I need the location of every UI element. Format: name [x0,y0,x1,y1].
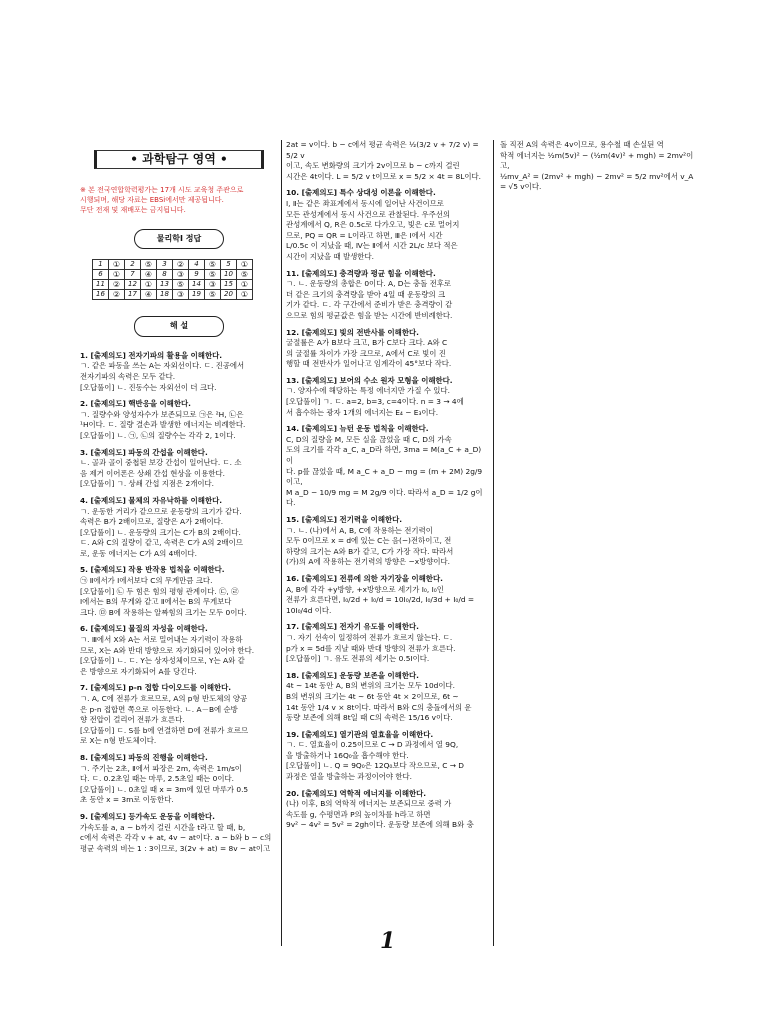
explanation-item [286,671,484,724]
item-line: ㄱ. Ⅲ에서 X와 A는 서로 밀어내는 자기력이 작용하 [80,635,243,645]
item-title: 1. [출제의도] 전자기파의 활용을 이해한다. [80,350,223,360]
item-body [286,740,484,782]
item-line: p가 x = 5d를 지날 때와 반대 방향의 전류가 흐른다. [286,643,456,653]
item-line: 가속도를 a, a − b까지 걸린 시간을 t라고 할 때, b, [80,822,246,832]
answer-choice: ① [141,280,157,290]
notice-line: 무단 전재 및 재배포는 금지됩니다. [80,205,186,214]
answer-row [93,260,253,270]
answer-choice: ⑤ [205,270,221,280]
item-body [286,526,484,568]
answer-choice: ① [237,260,253,270]
question-number: 16 [93,290,109,300]
item-line: 전자기파의 속력은 모두 같다. [80,371,176,381]
question-number: 14 [189,280,205,290]
item-line: ㄱ. ㄴ. (나)에서 A, B, C에 작용하는 전기력이 [286,525,433,535]
item-line: 크다. ㉤ B에 작용하는 알짜힘의 크기는 모두 0이다. [80,607,247,617]
item-title: 11. [출제의도] 충격량과 평균 힘을 이해한다. [286,268,436,278]
item-body [286,681,484,723]
item-line: ㄱ. ㄴ. 운동량의 총합은 0이다. A, D는 충돌 전후로 [286,279,452,289]
column-3 [500,140,700,199]
item-line: ㄱ. A, C에 전류가 흐르므로, A의 p형 반도체의 양공 [80,694,248,703]
item-line: L/0.5c 이 지났을 때, Ⅳ는 Ⅱ에서 시간 2L/c 보다 적은 [286,241,458,251]
answer-choice: ④ [141,290,157,300]
item-body [80,361,278,393]
item-line: ㄱ. 같은 파동을 쓰는 A는 자외선이다. ㄷ. 진공에서 [80,361,245,371]
explanation-item [286,188,484,262]
question-number: 10 [221,270,237,280]
item-title: 17. [출제의도] 전자기 유도를 이해한다. [286,622,419,632]
item-line: ½mv_A² = (2mv² + mgh) − 2mv² = 5/2 mv²에서 v_A = √5 v이다. [500,171,694,192]
item-line: [오답풀이] ㄱ. 유도 전류의 세기는 0.5I이다. [286,654,430,664]
explanation-item [80,812,278,854]
answer-row [93,270,253,280]
explanation-list-2 [286,140,484,831]
item-body [286,386,484,418]
item-line: 로, 운동 에너지는 C가 A의 4배이다. [80,548,198,558]
explanation-item [286,328,484,370]
item-body [286,799,484,831]
answer-choice: ⑤ [205,260,221,270]
item-title: 12. [출제의도] 빛의 전반사를 이해한다. [286,327,419,337]
item-line: 이고, 속도 변화량의 크기가 2v이므로 b − c까지 걸린 [286,161,460,171]
item-line: [오답풀이] ㄴ. ㉠, ㉡의 질량수는 각각 2, 1이다. [80,430,236,440]
explanation-item [80,448,278,490]
question-number: 3 [157,260,173,270]
item-line: 모두 0이므로 x = d에 있는 C는 음(−)전하이고, 전 [286,536,452,546]
item-title: 6. [출제의도] 물질의 자성을 이해한다. [80,624,208,634]
explanation-item [80,565,278,618]
item-line: [오답풀이] ㄷ. S를 b에 연결하면 D에 전류가 흐르므 [80,725,249,735]
item-line: [오답풀이] ㄴ. 0초일 때 x = 3m에 있던 마루가 0.5 [80,784,249,794]
item-line: [오답풀이] ㉡ 두 힘은 힘의 평형 관계이다. ㉢, ㉣ [80,586,239,596]
question-number: 19 [189,290,205,300]
item-line: 다. p를 끊었을 때, M a_C + a_D − mg = (m + 2M) 2g/9 이고, [286,466,483,487]
question-number: 7 [125,270,141,280]
item-line: [오답풀이] ㄴ. 운동량의 크기는 C가 B의 2배이다. [80,527,241,537]
item-line: 속도를 g, 수평면과 P의 높이차를 h라고 하면 [286,809,431,819]
item-body [80,576,278,618]
explanation-item [286,376,484,418]
item-line: ¹H이다. ㄷ. 질량 결손과 발생한 에너지는 비례한다. [80,420,246,430]
item-line: 동량 보존에 의해 8t일 때 C의 속력은 15/16 v이다. [286,713,453,723]
item-title: 13. [출제의도] 보어의 수소 원자 모형을 이해한다. [286,375,453,385]
item-line: 다. ㄷ. 0.2초일 때는 마루, 2.5초일 때는 0이다. [80,774,235,784]
item-line: [오답풀이] ㄴ. 진동수는 자외선이 더 크다. [80,382,217,392]
item-title: 2. [출제의도] 핵반응을 이해한다. [80,399,191,409]
explanation-item [286,140,484,182]
item-line: 도의 크기를 각각 a_C, a_D라 하면, 3ma = M(a_C + a_D)이 [286,445,482,466]
item-line: ㄱ. 자기 선속이 일정하여 전류가 흐르지 않는다. ㄷ. [286,632,453,642]
explanation-item [286,424,484,509]
item-title: 3. [출제의도] 파동의 간섭을 이해한다. [80,447,208,457]
item-line: A, B에 각각 +y방향, +x방향으로 세기가 I₀, I₀인 [286,584,444,594]
question-number: 15 [221,280,237,290]
item-title: 9. [출제의도] 등가속도 운동을 이해한다. [80,811,215,821]
answer-row [93,280,253,290]
item-line: Ⅰ에서는 B의 무게와 같고 Ⅱ에서는 B의 무게보다 [80,597,232,607]
question-number: 4 [189,260,205,270]
item-body [80,458,278,490]
question-number: 17 [125,290,141,300]
item-line: 므로, PQ = QR = L이라고 하면, Ⅲ은 Ⅰ에서 시간 [286,230,443,240]
item-title: 18. [출제의도] 운동량 보존을 이해한다. [286,670,419,680]
item-body [286,199,484,263]
item-title: 15. [출제의도] 전기력을 이해한다. [286,515,403,524]
item-line: ㉠ Ⅱ에서가 Ⅰ에서보다 C의 무게만큼 크다. [80,576,213,586]
item-line: 속력은 B가 2배이므로, 질량은 A가 2배이다. [80,517,224,527]
item-body [286,585,484,617]
explanation-item [80,399,278,441]
item-line: C, D의 질량을 M, 모든 실을 끊었을 때 C, D의 가속 [286,434,452,444]
answer-choice: ② [109,290,125,300]
explanation-item [80,351,278,393]
explanation-list-1 [80,351,278,855]
question-number: 6 [93,270,109,280]
item-line: 로 X는 n형 반도체이다. [80,736,157,746]
item-line: (나) 이후, B의 역학적 에너지는 보존되므로 중력 가 [286,799,452,809]
item-title: 7. [출제의도] p-n 접합 다이오드를 이해한다. [80,683,232,693]
question-number: 5 [221,260,237,270]
item-line: c에서 속력은 각각 v + at, 4v − at이다. a − b와 b − c의 [80,833,272,843]
item-body [286,279,484,321]
item-line: 으므로 힘의 평균값은 힘을 받는 시간에 반비례한다. [286,310,453,320]
item-title: 4. [출제의도] 물체의 자유낙하를 이해한다. [80,495,223,505]
item-line: 시간은 4t이다. L = 5/2 v t이므로 x = 5/2 × 4t = 8L이다. [286,171,481,181]
item-line: [오답풀이] ㄴ. Q = 9Q₀은 12Q₀보다 작으므로, C → D [286,761,465,771]
explanation-item [286,515,484,568]
question-number: 18 [157,290,173,300]
question-number: 11 [93,280,109,290]
answer-choice: ③ [205,280,221,290]
item-line: 9v² − 4v² = 5v² = 2gh이다. 운동량 보존에 의해 B와 충 [286,820,474,830]
item-body [80,635,278,677]
item-body [286,338,484,370]
item-body [80,694,278,747]
item-title: 14. [출제의도] 뉴턴 운동 법칙을 이해한다. [286,424,429,434]
item-line: [오답풀이] ㄱ. 상쇄 간섭 지점은 2개이다. [80,479,215,489]
explanation-item [286,789,484,831]
item-body [80,764,278,806]
item-title: 19. [출제의도] 열기관의 열효율을 이해한다. [286,729,434,739]
item-line: 학적 에너지는 ½m(5v)² − (½m(4v)² + mgh) = 2mv²이고, [500,150,694,171]
item-line: 모든 관성계에서 동시 사건으로 관찰된다. 우주선의 [286,209,451,219]
answer-choice: ① [109,270,125,280]
answer-row [93,290,253,300]
item-line: ㄱ. 운동한 거리가 같으므로 운동량의 크기가 같다. [80,506,242,516]
item-title: 8. [출제의도] 파동의 진행을 이해한다. [80,752,208,762]
question-number: 12 [125,280,141,290]
item-line: 을 방출하거나 16Q₀을 흡수해야 한다. [286,750,409,760]
item-line: ㄱ. 질량수와 양성자수가 보존되므로 ㉠은 ²H, ㉡은 [80,409,244,419]
answer-choice: ③ [173,290,189,300]
column-1 [80,140,278,860]
item-line: 초 동안 x = 3m로 이동한다. [80,795,174,805]
question-number: 8 [157,270,173,280]
item-title: 20. [출제의도] 역학적 에너지를 이해한다. [286,788,427,798]
explanation-item [286,622,484,664]
column-2 [286,140,484,837]
explanation-item [80,683,278,747]
section-title: • 과학탐구 영역 • [94,150,264,169]
item-line: 2at = v이다. b − c에서 평균 속력은 ½(3/2 v + 7/2 v) = 5/2 v [286,140,479,160]
item-line: M a_D − 10/9 mg = M 2g/9 이다. 따라서 a_D = 1/2 g이다. [286,487,483,508]
explanation-list-3 [500,140,700,193]
answer-choice: ⑤ [237,270,253,280]
item-line: 시간이 지났을 때 발생한다. [286,251,374,261]
answer-choice: ① [237,280,253,290]
item-line: ㄱ. 양자수에 해당하는 특정 에너지만 가질 수 있다. [286,386,450,396]
explanation-label: 해 설 [134,316,224,337]
item-line: 행할 때 전반사가 일어나고 임계각이 45°보다 작다. [286,359,452,369]
item-title: 16. [출제의도] 전류에 의한 자기장을 이해한다. [286,573,443,583]
item-body [286,140,484,182]
answer-choice: ⑤ [141,260,157,270]
item-line: 므로, X는 A와 반대 방향으로 자기화되어 있어야 한다. [80,645,255,655]
item-line: [오답풀이] ㄴ. ㄷ. Y는 상자성체이므로, Y는 A와 같 [80,656,245,666]
item-line: ㄴ. 골과 골이 중첩된 보강 간섭이 일어난다. ㄷ. 소 [80,458,242,468]
item-line: 은 방향으로 자기화되어 A를 당긴다. [80,666,197,676]
notice-line: 시행되며, 해당 자료는 EBSi에서만 제공됩니다. [80,195,224,204]
answer-choice: ④ [141,270,157,280]
item-line: 4t ~ 14t 동안 A, B의 변위의 크기는 모두 10d이다. [286,681,455,691]
item-line: 더 같은 크기의 충격량을 받아 4일 때 운동량의 크 [286,289,446,299]
item-body [500,140,700,193]
item-body [80,507,278,560]
column-divider-left [281,140,282,946]
item-line: 음 제거 이어폰은 상쇄 간섭 현상을 이용한다. [80,468,225,478]
item-line: 굴절률은 A가 B보다 크고, B가 C보다 크다. A와 C [286,338,448,348]
explanation-item [286,574,484,616]
answer-choice: ① [237,290,253,300]
item-line: (가)의 A에 작용하는 전기력의 방향은 −x방향이다. [286,557,450,567]
item-line: ㄱ. ㄷ. 열효율이 0.25이므로 C → D 과정에서 열 9Q, [286,740,459,750]
item-line: 은 p-n 접합면 쪽으로 이동한다. ㄴ. A－B에 순방 [80,704,238,714]
item-line: 향 전압이 걸리어 전류가 흐른다. [80,715,185,725]
item-body [80,823,278,855]
item-body [286,435,484,509]
explanation-item [80,496,278,560]
column-divider-right [493,140,494,946]
answer-choice: ① [109,260,125,270]
answer-choice: ② [109,280,125,290]
answers-label: 물리학Ⅰ 정답 [134,229,224,250]
question-number: 2 [125,260,141,270]
item-line: 하량의 크기는 A와 B가 같고, C가 가장 작다. 따라서 [286,546,454,556]
item-line: 의 굴절률 차이가 가장 크므로, A에서 C로 빛이 진 [286,348,446,358]
answer-choice: ② [173,260,189,270]
explanation-item [286,730,484,783]
question-number: 20 [221,290,237,300]
item-line: 전류가 흐른다면, I₀/2d + I₀/d = 10I₀/2d, I₀/3d + I₀/d = 10I₀/4d 이다. [286,595,475,615]
explanation-item [286,269,484,322]
item-line: 관성계에서 Q, R은 0.5c로 다가오고, 빛은 c로 멀어지 [286,220,460,230]
item-line: Ⅰ, Ⅱ는 같은 좌표계에서 동시에 일어난 사건이므로 [286,198,444,208]
item-line: 기가 같다. ㄷ. 각 구간에서 준비가 받은 충격량이 같 [286,300,453,310]
item-title: 5. [출제의도] 작용 반작용 법칙을 이해한다. [80,565,225,575]
item-body [286,633,484,665]
item-line: 평균 속력의 비는 1 : 3이므로, 3(2v + at) = 8v − at이고 [80,843,271,853]
question-number: 1 [93,260,109,270]
item-line: B의 변위의 크기는 4t ~ 6t 동안 4t × 2이므로, 6t ~ [286,691,459,701]
item-line: ㄱ. 주기는 2초, Ⅱ에서 파장은 2m, 속력은 1m/s이 [80,763,242,773]
answer-choice: ⑤ [173,280,189,290]
answer-table [92,259,253,300]
explanation-item [80,624,278,677]
item-line: 14t 동안 1/4 v × 8t이다. 따라서 B와 C의 충돌에서의 운 [286,702,472,712]
notice-line: ※ 본 전국연합학력평가는 17개 시도 교육청 주관으로 [80,185,244,194]
item-line: 돌 직전 A의 속력은 4v이므로, 용수철 때 손실된 역 [500,140,664,149]
answer-choice: ⑤ [205,290,221,300]
explanation-item [80,753,278,806]
item-title: 10. [출제의도] 특수 상대성 이론을 이해한다. [286,188,436,198]
question-number: 9 [189,270,205,280]
explanation-item [500,140,700,193]
item-line: ㄷ. A와 C의 질량이 같고, 속력은 C가 A의 2배이므 [80,538,243,548]
question-number: 13 [157,280,173,290]
answer-choice: ③ [173,270,189,280]
item-line: 과정은 열을 방출하는 과정이어야 한다. [286,772,412,782]
item-line: 서 흡수하는 광자 1개의 에너지는 E₄ − E₃이다. [286,407,439,417]
page-number: 1 [380,928,396,954]
item-body [80,410,278,442]
copyright-notice [80,185,278,215]
item-line: [오답풀이] ㄱ. ㄷ. a=2, b=3, c=4이다. n = 3 → 4에 [286,397,464,407]
